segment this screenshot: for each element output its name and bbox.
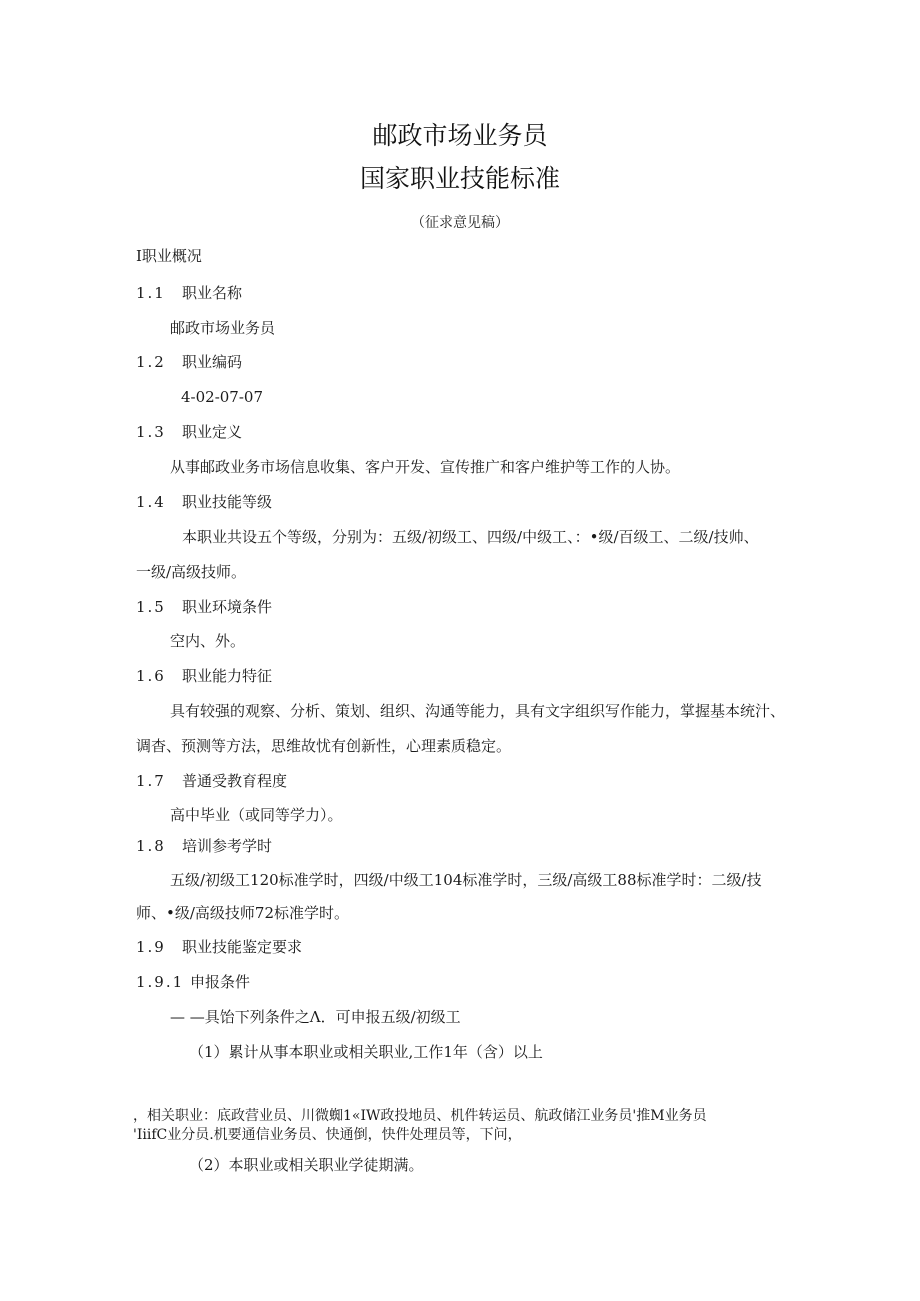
condition-1: （1）累计从事本职业或相关职业,工作1年（含）以上 [189, 1043, 543, 1061]
related-jobs-note-line1: ，相关职业：底政营业员、川微蜘1«IW政投地员、机件转运员、航政储江业务员'推M业务员 [133, 1108, 707, 1124]
section-1-9-1-heading [136, 972, 250, 992]
section-title: 职业定义 [182, 423, 243, 441]
section-1-8-body-line2: 师、•级/高级技师72标准学时。 [136, 904, 349, 922]
condition-2: （2）本职业或相关职业学徒期满。 [189, 1156, 424, 1174]
section-1-2-heading [136, 352, 242, 372]
section-1-8-heading [136, 836, 272, 856]
section-title: 职业技能鉴定要求 [182, 938, 303, 956]
section-title: 职业能力特征 [182, 667, 273, 685]
section-title: 职业技能等级 [182, 493, 273, 511]
section-number: 1.2 [136, 353, 166, 371]
section-title: 普通受教育程度 [182, 772, 288, 790]
section-number: 1.8 [136, 837, 166, 855]
document-title-line2: 国家职业技能标准 [359, 164, 560, 193]
section-number: 1.9 [136, 938, 166, 956]
section-1-3-body: 从事邮政业务市场信息收集、客户开发、宣传推广和客户维护等工作的人协。 [170, 458, 681, 476]
section-1-5-body: 空内、外。 [170, 632, 246, 650]
section-title: 申报条件 [190, 973, 251, 991]
section-title: 职业名称 [182, 284, 243, 302]
related-jobs-note-line2: 'IiifC业分员.机要通信业务员、快通倒，快件处理员等，下问， [133, 1127, 522, 1143]
document-title-line1: 邮政市场业务员 [372, 121, 548, 150]
section-number: 1.4 [136, 493, 166, 511]
section-number: 1.1 [136, 284, 166, 302]
section-title: 职业编码 [182, 353, 243, 371]
section-1-4-heading [136, 492, 272, 512]
section-number: 1.5 [136, 598, 166, 616]
section-1-8-body-line1: 五级/初级工120标准学时，四级/中级工104标准学时，三级/高级工88标准学时：二级/技 [170, 871, 762, 889]
section-1-3-heading [136, 422, 242, 442]
section-1-1-heading [136, 283, 242, 303]
section-1-6-body-line1: 具有较强的观察、分析、策划、组织、沟通等能力，具有文字组织写作能力，掌握基本统汁、 [170, 702, 786, 720]
section-1-7-heading [136, 771, 287, 791]
section-title: 职业环境条件 [182, 598, 273, 616]
condition-intro: — —具饴下列条件之Λ．可申报五级/初级工 [170, 1008, 461, 1026]
section-heading-1: I职业概况 [136, 247, 202, 265]
section-title: 培训参考学时 [182, 837, 273, 855]
section-1-7-body: 高中毕业（或同等学力）。 [170, 806, 343, 824]
section-1-2-body: 4-02-07-07 [181, 388, 264, 406]
document-subtitle: （征求意见稿） [411, 215, 509, 231]
section-1-9-heading [136, 937, 302, 957]
section-1-6-heading [136, 666, 272, 686]
section-number: 1.3 [136, 423, 166, 441]
section-1-1-body: 邮政市场业务员 [170, 319, 276, 337]
section-1-5-heading [136, 597, 272, 617]
section-1-4-body-line1: 本职业共设五个等级，分别为：五级/初级工、四级/中级工、：•级/百级工、二级/技帅、 [182, 528, 759, 546]
section-1-4-body-line2: 一级/高级技师。 [136, 563, 247, 581]
section-number: 1.9.1 [136, 973, 185, 991]
section-number: 1.7 [136, 772, 166, 790]
section-1-6-body-line2: 调杳、预测等方法，思维故忧有创新性，心理素质稳定。 [136, 737, 512, 755]
section-number: 1.6 [136, 667, 166, 685]
